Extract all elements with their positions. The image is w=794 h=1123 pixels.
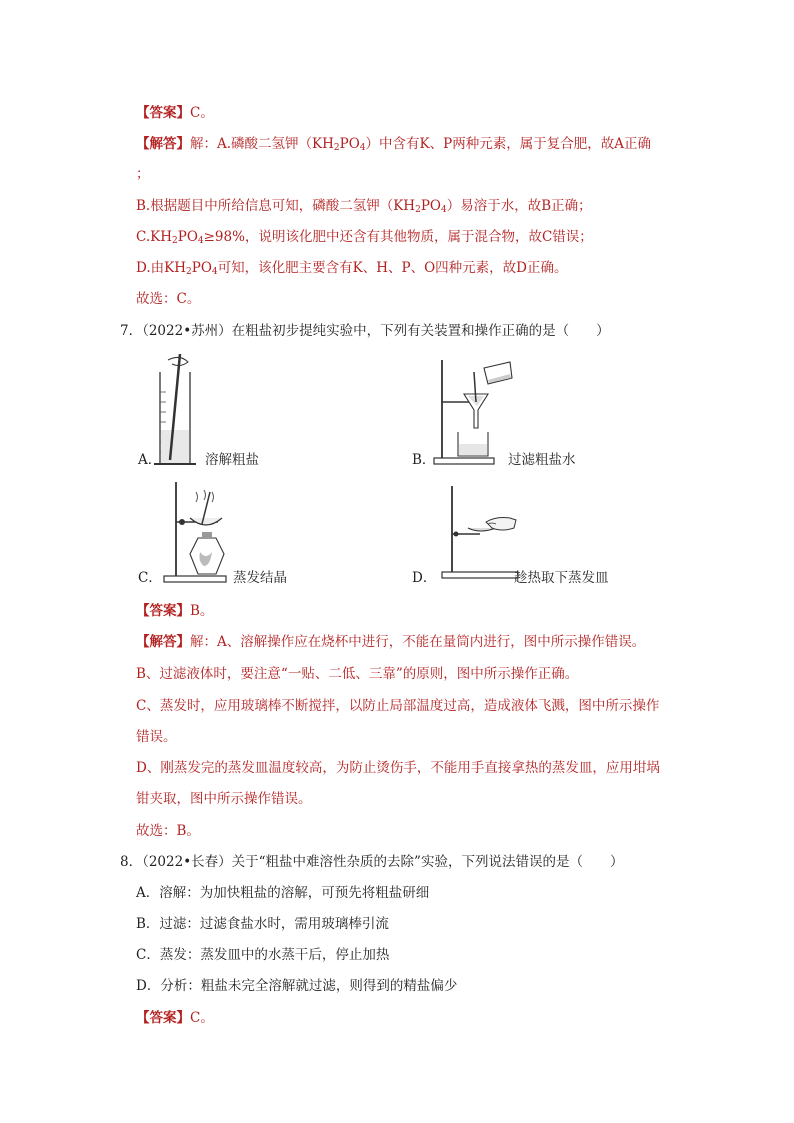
figure-b-filtration xyxy=(432,352,516,470)
q7-explain-line4: D、刚蒸发完的蒸发皿温度较高，为防止烫伤手，不能用手直接拿热的蒸发皿，应用坩埚 xyxy=(136,760,660,776)
q8-option-b: B．过滤：过滤食盐水时，需用玻璃棒引流 xyxy=(136,916,389,932)
q6-explain-line1-cont: ； xyxy=(136,166,150,182)
answer-value: B。 xyxy=(190,603,214,619)
option-c: C． xyxy=(138,570,162,586)
q6-explain-line1: 【解答】解：A.磷酸二氢钾$(KH_2PO_4)$中含有K、P两种元素，属于复合肥，故A正确 xyxy=(136,136,651,153)
q6-choice: 故选：C。 xyxy=(136,291,201,307)
q8-option-d: D．分析：粗盐未完全溶解就过滤，则得到的精盐偏少 xyxy=(136,978,458,994)
q7-explain-line4-cont: 钳夹取，图中所示操作错误。 xyxy=(136,791,312,807)
q7-stem: 7．（2022•苏州）在粗盐初步提纯实验中，下列有关装置和操作正确的是（ ） xyxy=(120,323,610,339)
q6-explain-line3: $C.KH_2PO_4\ge 98\%$，说明该化肥中还含有其他物质，属于混合物，故C错误； xyxy=(136,229,593,246)
option-d: D． xyxy=(412,570,437,586)
option-b: B． xyxy=(412,452,436,468)
option-b-caption: 过滤粗盐水 xyxy=(508,452,576,468)
explain-tag: 【解答】 xyxy=(136,634,190,650)
q7-explain-line3-cont: 错误。 xyxy=(136,729,177,745)
q8-option-c: C．蒸发：蒸发皿中的水蒸干后，停止加热 xyxy=(136,947,390,963)
q7-choice: 故选：B。 xyxy=(136,823,200,839)
q6-answer-line xyxy=(136,103,214,123)
option-a-caption: 溶解粗盐 xyxy=(205,452,259,468)
answer-value: C。 xyxy=(190,105,214,121)
figure-c-evaporation xyxy=(160,478,234,588)
q7-explain-line3: C、蒸发时，应用玻璃棒不断搅拌，以防止局部温度过高，造成液体飞溅，图中所示操作 xyxy=(136,698,660,714)
q7-explain-line2: B、过滤液体时，要注意“一贴、二低、三靠”的原则，图中所示操作正确。 xyxy=(136,666,579,682)
answer-tag: 【答案】 xyxy=(136,105,190,121)
q8-option-a: A．溶解：为加快粗盐的溶解，可预先将粗盐研细 xyxy=(136,885,430,901)
q6-explain-line2: B.根据题目中所给信息可知，磷酸二氢钾$(KH_2PO_4)$易溶于水，故B正确； xyxy=(136,198,592,215)
answer-tag: 【答案】 xyxy=(136,1010,190,1026)
q6-explain-line4: D.由$KH_2PO_4$可知，该化肥主要含有K、H、P、O四种元素，故D正确。 xyxy=(136,260,568,277)
q8-answer-line xyxy=(136,1008,214,1028)
answer-value: C。 xyxy=(190,1010,214,1026)
q7-explain-line1: 【解答】解：A、溶解操作应在烧杯中进行，不能在量筒内进行，图中所示操作错误。 xyxy=(136,634,646,650)
answer-tag: 【答案】 xyxy=(136,603,190,619)
option-a: A． xyxy=(138,452,162,468)
q7-answer-line xyxy=(136,601,213,621)
explain-tag: 【解答】 xyxy=(136,136,190,152)
option-d-caption: 趁热取下蒸发皿 xyxy=(514,570,609,586)
q8-stem: 8．（2022•长春）关于“粗盐中难溶性杂质的去除”实验，下列说法错误的是（ ） xyxy=(120,854,624,870)
option-c-caption: 蒸发结晶 xyxy=(233,570,287,586)
figure-d-hand-dish xyxy=(440,482,520,586)
